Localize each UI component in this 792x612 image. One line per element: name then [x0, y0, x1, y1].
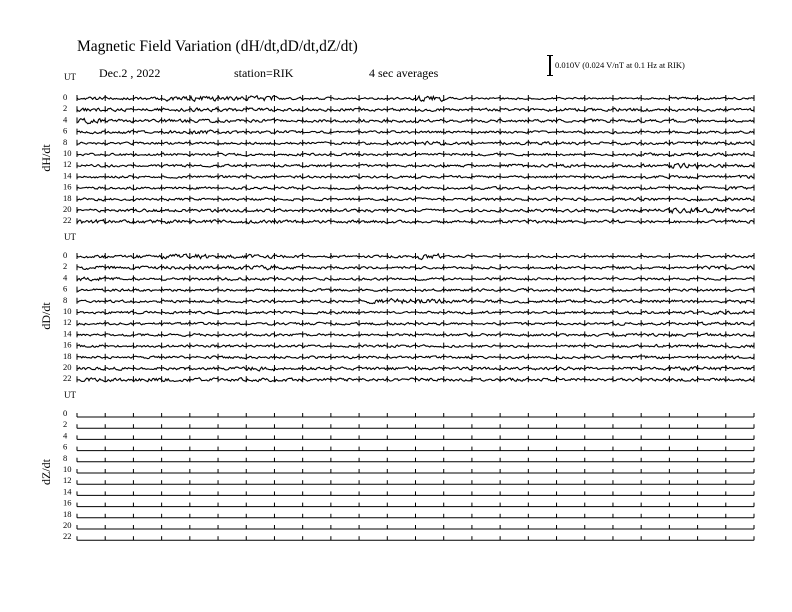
hour-label: 10 — [63, 464, 72, 474]
y-axis-label: dH/dt — [39, 144, 53, 172]
chart-title: Magnetic Field Variation (dH/dt,dD/dt,dZ/dt) — [77, 38, 358, 55]
hour-label: 0 — [63, 92, 68, 102]
hour-label: 14 — [63, 328, 72, 339]
hour-label: 10 — [63, 306, 72, 316]
hour-label: 8 — [63, 294, 68, 305]
hour-label: 22 — [63, 215, 72, 226]
hour-label: 18 — [63, 508, 72, 519]
hour-label: 6 — [63, 441, 68, 452]
hour-label: 22 — [63, 531, 72, 542]
hour-label: 6 — [63, 125, 68, 136]
hour-label: 14 — [63, 170, 72, 181]
hour-label: 8 — [63, 452, 68, 463]
date-label: Dec.2 , 2022 — [99, 66, 161, 80]
hour-label: 10 — [63, 148, 72, 158]
hour-label: 2 — [63, 103, 68, 114]
hour-label: 20 — [63, 362, 72, 372]
hour-label: 0 — [63, 250, 68, 260]
ut-label: UT — [64, 72, 76, 82]
hour-label: 16 — [63, 339, 72, 350]
hour-label: 8 — [63, 136, 68, 147]
hour-label: 20 — [63, 520, 72, 530]
hour-label: 16 — [63, 497, 72, 508]
hour-label: 20 — [63, 204, 72, 214]
hour-label: 4 — [63, 430, 68, 441]
hour-label: 6 — [63, 283, 68, 294]
ut-label: UT — [64, 390, 76, 400]
hour-label: 18 — [63, 192, 72, 203]
hour-label: 22 — [63, 373, 72, 384]
y-axis-label: dD/dt — [39, 302, 53, 330]
hour-label: 12 — [63, 317, 72, 328]
hour-label: 16 — [63, 181, 72, 192]
hour-label: 14 — [63, 486, 72, 497]
hour-label: 2 — [63, 419, 68, 430]
hour-label: 12 — [63, 159, 72, 170]
hour-label: 2 — [63, 261, 68, 272]
hour-label: 4 — [63, 114, 68, 125]
hour-label: 4 — [63, 272, 68, 283]
station-label: station=RIK — [234, 66, 294, 80]
scale-label: 0.010V (0.024 V/nT at 0.1 Hz at RIK) — [555, 60, 685, 70]
hour-label: 12 — [63, 475, 72, 486]
hour-label: 0 — [63, 408, 68, 418]
hour-label: 18 — [63, 350, 72, 361]
averaging-label: 4 sec averages — [369, 66, 439, 80]
y-axis-label: dZ/dt — [39, 459, 53, 485]
ut-label: UT — [64, 232, 76, 242]
